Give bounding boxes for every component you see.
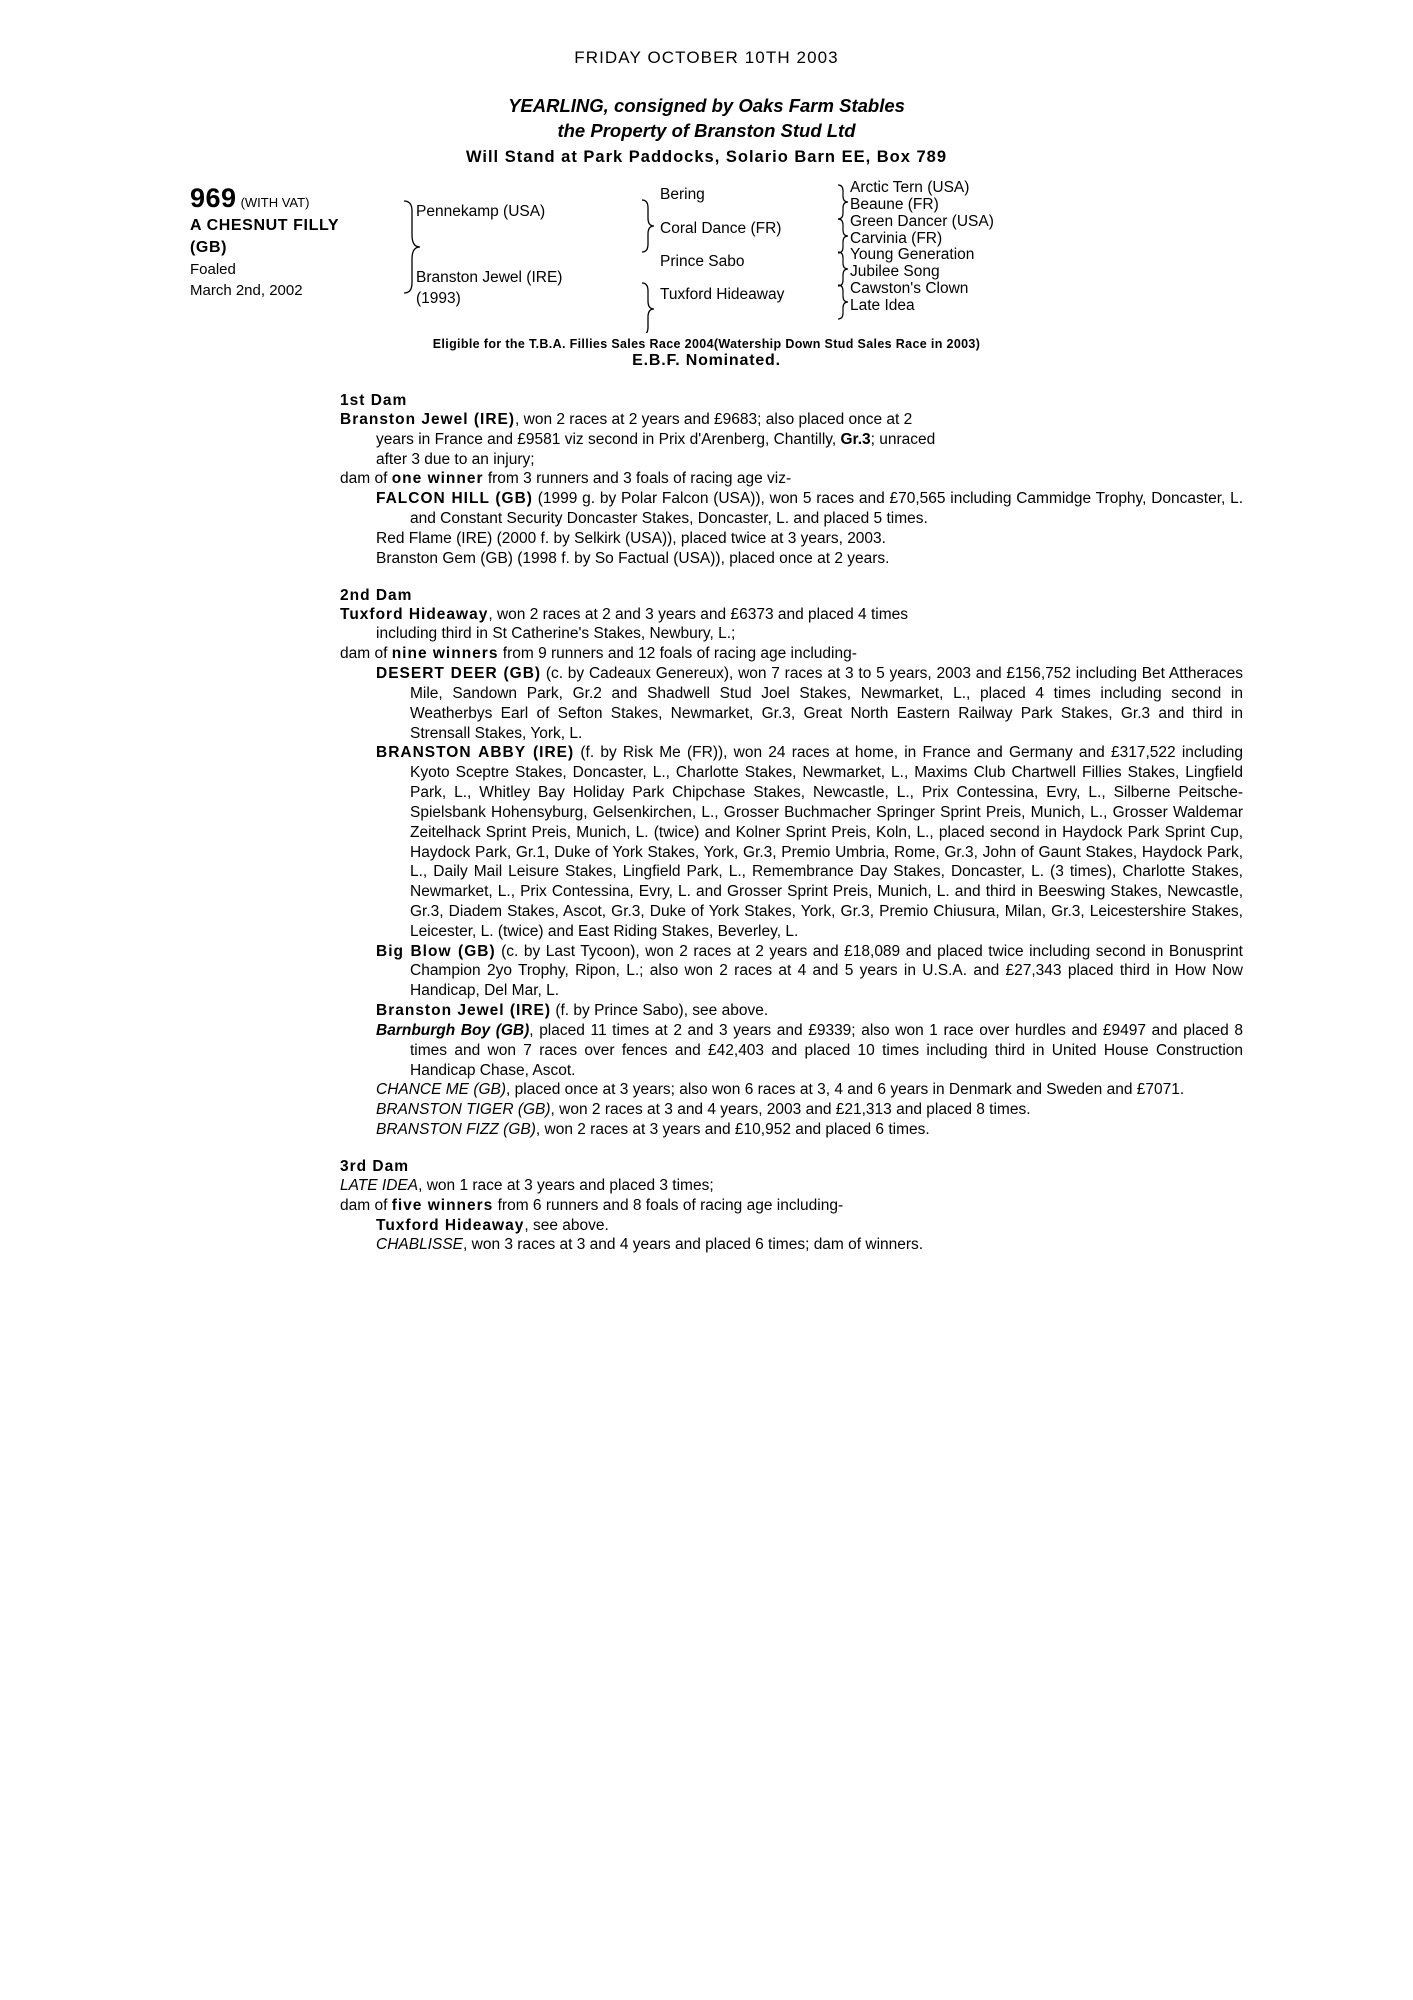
eligibility-note: Eligible for the T.B.A. Fillies Sales Race 2004(Watership Down Stud Sales Race in 2003) <box>432 336 981 351</box>
dam1-damof-pre: dam of <box>340 470 392 488</box>
sale-date: FRIDAY OCTOBER 10TH 2003 <box>574 48 839 67</box>
progeny-text: (1999 g. by Polar Falcon (USA)), won 5 races and £70,565 including Cammidge Trophy, Doncaster, L. and Constant Security Doncaster Stakes, Doncaster, L. and placed 5 times. <box>410 490 1244 528</box>
lot-country: (GB) <box>190 238 228 256</box>
dam2-winner-count: nine winners <box>391 645 499 663</box>
dam-name: Branston Jewel (IRE) <box>416 268 563 286</box>
progeny-name: BRANSTON ABBY (IRE) <box>376 744 575 762</box>
ebf-note: E.B.F. Nominated. <box>632 351 781 369</box>
dam1-intro <box>340 410 1243 430</box>
progeny-text: (2000 f. by Selkirk (USA)), placed twice at 3 years, 2003. <box>492 529 886 547</box>
dam1-line3: after 3 due to an injury; <box>376 450 535 468</box>
dam-sire-name: Prince Sabo <box>660 252 745 270</box>
stand-at-line: Will Stand at Park Paddocks, Solario Barn EE, Box 789 <box>465 147 948 166</box>
dam1-line2 <box>340 430 1243 450</box>
dam2-name: Tuxford Hideaway <box>340 605 489 623</box>
dam2-progeny-2 <box>340 743 1243 941</box>
dam1-winner-count: one winner <box>391 470 484 488</box>
dam1-line2-c: ; unraced <box>870 430 936 448</box>
lot-description: A CHESNUT FILLY <box>190 216 340 234</box>
progeny-name: Branston Jewel (IRE) <box>376 1002 552 1020</box>
dam1-grade: Gr.3 <box>840 430 871 448</box>
consignor-line-2: the Property of Branston Stud Ltd <box>557 119 856 141</box>
dam1-progeny-2 <box>340 529 1243 549</box>
ggp-4: Carvinia (FR) <box>850 229 943 247</box>
dam2-line1: , won 2 races at 2 and 3 years and £6373 and placed 4 times <box>488 605 908 623</box>
dam2-progeny-3 <box>340 942 1243 1001</box>
dam3-damof-post: from 6 runners and 8 foals of racing age including- <box>493 1196 844 1214</box>
progeny-name: FALCON HILL (GB) <box>376 490 533 508</box>
sire-name: Pennekamp (USA) <box>416 202 546 220</box>
dam1-damof-post: from 3 runners and 3 foals of racing age viz- <box>483 470 792 488</box>
dam1-progeny-3 <box>340 549 1243 569</box>
progeny-text: , won 3 races at 3 and 4 years and placed 6 times; dam of winners. <box>463 1236 924 1254</box>
progeny-name: Branston Gem (GB) <box>376 549 513 567</box>
dam2-damof <box>340 644 1243 664</box>
dam2-progeny-4 <box>340 1001 1243 1021</box>
dam3-heading: 3rd Dam <box>340 1157 410 1175</box>
progeny-name: Red Flame (IRE) <box>376 529 493 547</box>
ggp-8: Late Idea <box>850 296 915 314</box>
dam3-progeny-2 <box>340 1235 1243 1255</box>
pedigree-text-body <box>340 392 1243 1255</box>
dam3-line1: , won 1 race at 3 years and placed 3 times; <box>418 1176 714 1194</box>
pedigree-chart <box>190 178 1230 333</box>
dam2-progeny-7 <box>340 1100 1243 1120</box>
dam1-heading: 1st Dam <box>340 391 408 409</box>
dam3-damof <box>340 1196 1243 1216</box>
dam2-progeny-5 <box>340 1021 1243 1080</box>
dam2-progeny-8 <box>340 1120 1243 1140</box>
progeny-text: (c. by Cadeaux Genereux), won 7 races at 3 to 5 years, 2003 and £156,752 including Bet Attheraces Mile, Sandown Park, Gr.2 and Shadwell Stud Joel Stakes, Newmarket, L., placed 4 times including second in Weatherbys Earl of Sefton Stakes, Newmarket, Gr.3, Great North Eastern Railway Park Stakes, Gr.3 and third in Strensall Stakes, York, L. <box>410 665 1243 742</box>
progeny-text: (1998 f. by So Factual (USA)), placed once at 2 years. <box>512 549 890 567</box>
dam3-winner-count: five winners <box>391 1196 494 1214</box>
progeny-text: , placed once at 3 years; also won 6 races at 3, 4 and 6 years in Denmark and Sweden and £7071. <box>506 1081 1185 1099</box>
dam3-name: LATE IDEA <box>340 1176 419 1194</box>
dam2-intro <box>340 605 1243 625</box>
dam1-progeny-1 <box>340 489 1243 529</box>
progeny-name: CHABLISSE <box>376 1236 464 1254</box>
dam2-damof-post: from 9 runners and 12 foals of racing age including- <box>498 645 857 663</box>
dam3-progeny-1 <box>340 1216 1243 1236</box>
foaled-label: Foaled <box>190 260 236 278</box>
dam1-damof <box>340 469 1243 489</box>
dam1-line2-a: years in France and £9581 viz second in Prix d'Arenberg, Chantilly, <box>376 430 841 448</box>
dam2-heading: 2nd Dam <box>340 586 413 604</box>
lot-number: 969 <box>190 182 237 213</box>
ggp-7: Cawston's Clown <box>850 279 969 297</box>
ggp-3: Green Dancer (USA) <box>850 212 994 230</box>
consignor-line-1: YEARLING, consigned by Oaks Farm Stables <box>508 95 905 116</box>
ggp-1: Arctic Tern (USA) <box>850 178 970 196</box>
lot-vat-note: (WITH VAT) <box>240 194 310 210</box>
progeny-name: Barnburgh Boy (GB) <box>376 1021 530 1039</box>
sire-dam-name: Coral Dance (FR) <box>660 219 782 237</box>
dam-dam-name: Tuxford Hideaway <box>660 285 785 303</box>
dam2-progeny-1 <box>340 664 1243 743</box>
progeny-name: Big Blow (GB) <box>376 942 496 960</box>
progeny-text: , placed 11 times at 2 and 3 years and £9339; also won 1 race over hurdles and £9497 and placed 8 times and won 7 races over fences and £42,403 and placed 10 times including third in United House Construction Handicap Chase, Ascot. <box>410 1021 1243 1079</box>
progeny-text: , won 2 races at 3 and 4 years, 2003 and £21,313 and placed 8 times. <box>550 1101 1031 1119</box>
dam-year: (1993) <box>416 289 461 307</box>
progeny-text: (f. by Prince Sabo), see above. <box>551 1002 769 1020</box>
dam1-line1: , won 2 races at 2 years and £9683; also placed once at 2 <box>515 410 913 428</box>
progeny-name: BRANSTON TIGER (GB) <box>376 1101 551 1119</box>
progeny-name: Tuxford Hideaway <box>376 1216 525 1234</box>
progeny-name: CHANCE ME (GB) <box>376 1081 507 1099</box>
sire-sire-name: Bering <box>660 185 705 203</box>
progeny-name: BRANSTON FIZZ (GB) <box>376 1121 536 1139</box>
dam2-line2: including third in St Catherine's Stakes, Newbury, L.; <box>376 625 736 643</box>
foaled-date: March 2nd, 2002 <box>190 282 303 300</box>
progeny-text: , won 2 races at 3 years and £10,952 and placed 6 times. <box>535 1121 930 1139</box>
dam2-progeny-6 <box>340 1080 1243 1100</box>
dam3-damof-pre: dam of <box>340 1196 392 1214</box>
dam3-intro <box>340 1176 1243 1196</box>
dam1-name: Branston Jewel (IRE) <box>340 410 516 428</box>
ggp-5: Young Generation <box>850 245 975 263</box>
ggp-2: Beaune (FR) <box>850 195 939 213</box>
progeny-name: DESERT DEER (GB) <box>376 665 542 683</box>
progeny-text: , see above. <box>524 1216 609 1234</box>
progeny-text: (f. by Risk Me (FR)), won 24 races at home, in France and Germany and £317,522 including Kyoto Sceptre Stakes, Doncaster, L., Charlotte Stakes, Newmarket, L., Maxims Club Chartwell Fillies Stakes, Lingfield Park, L., Whitley Bay Holiday Park Chipchase Stakes, Newcastle, L., Prix Contessina, Evry, L., Silberne Peitsche-Spielsbank Hohensyburg, Gelsenkirchen, L., Grosser Buchmacher Springer Sprint Preis, Munich, L., Grosser Waldemar Zeitelhack Sprint Preis, Munich, L. (twice) and Kolner Sprint Preis, Koln, L., placed second in Haydock Park Sprint Cup, Haydock Park, Gr.1, Duke of York Stakes, York, Gr.3, Premio Umbria, Rome, Gr.3, John of Gaunt Stakes, Haydock Park, L., Daily Mail Leisure Stakes, Lingfield Park, L., Remembrance Day Stakes, Doncaster, L. (3 times), Charlotte Stakes, Newmarket, L., Prix Contessina, Evry, L. and Grosser Sprint Preis, Munich, L. and third in Beeswing Stakes, Newcastle, Gr.3, Diadem Stakes, Ascot, Gr.3, Duke of York Stakes, York, Gr.3, Premio Chiusura, Milan, Gr.3, Leicestershire Stakes, Leicester, L. (twice) and East Riding Stakes, Beverley, L. <box>410 744 1244 940</box>
ggp-6: Jubilee Song <box>850 262 940 280</box>
progeny-text: (c. by Last Tycoon), won 2 races at 2 years and £18,089 and placed twice including second in Bonusprint Champion 2yo Trophy, Ripon, L.; also won 2 races at 4 and 5 years in U.S.A. and £27,343 placed third in How Now Handicap, Del Mar, L. <box>410 942 1243 1000</box>
dam2-damof-pre: dam of <box>340 645 392 663</box>
